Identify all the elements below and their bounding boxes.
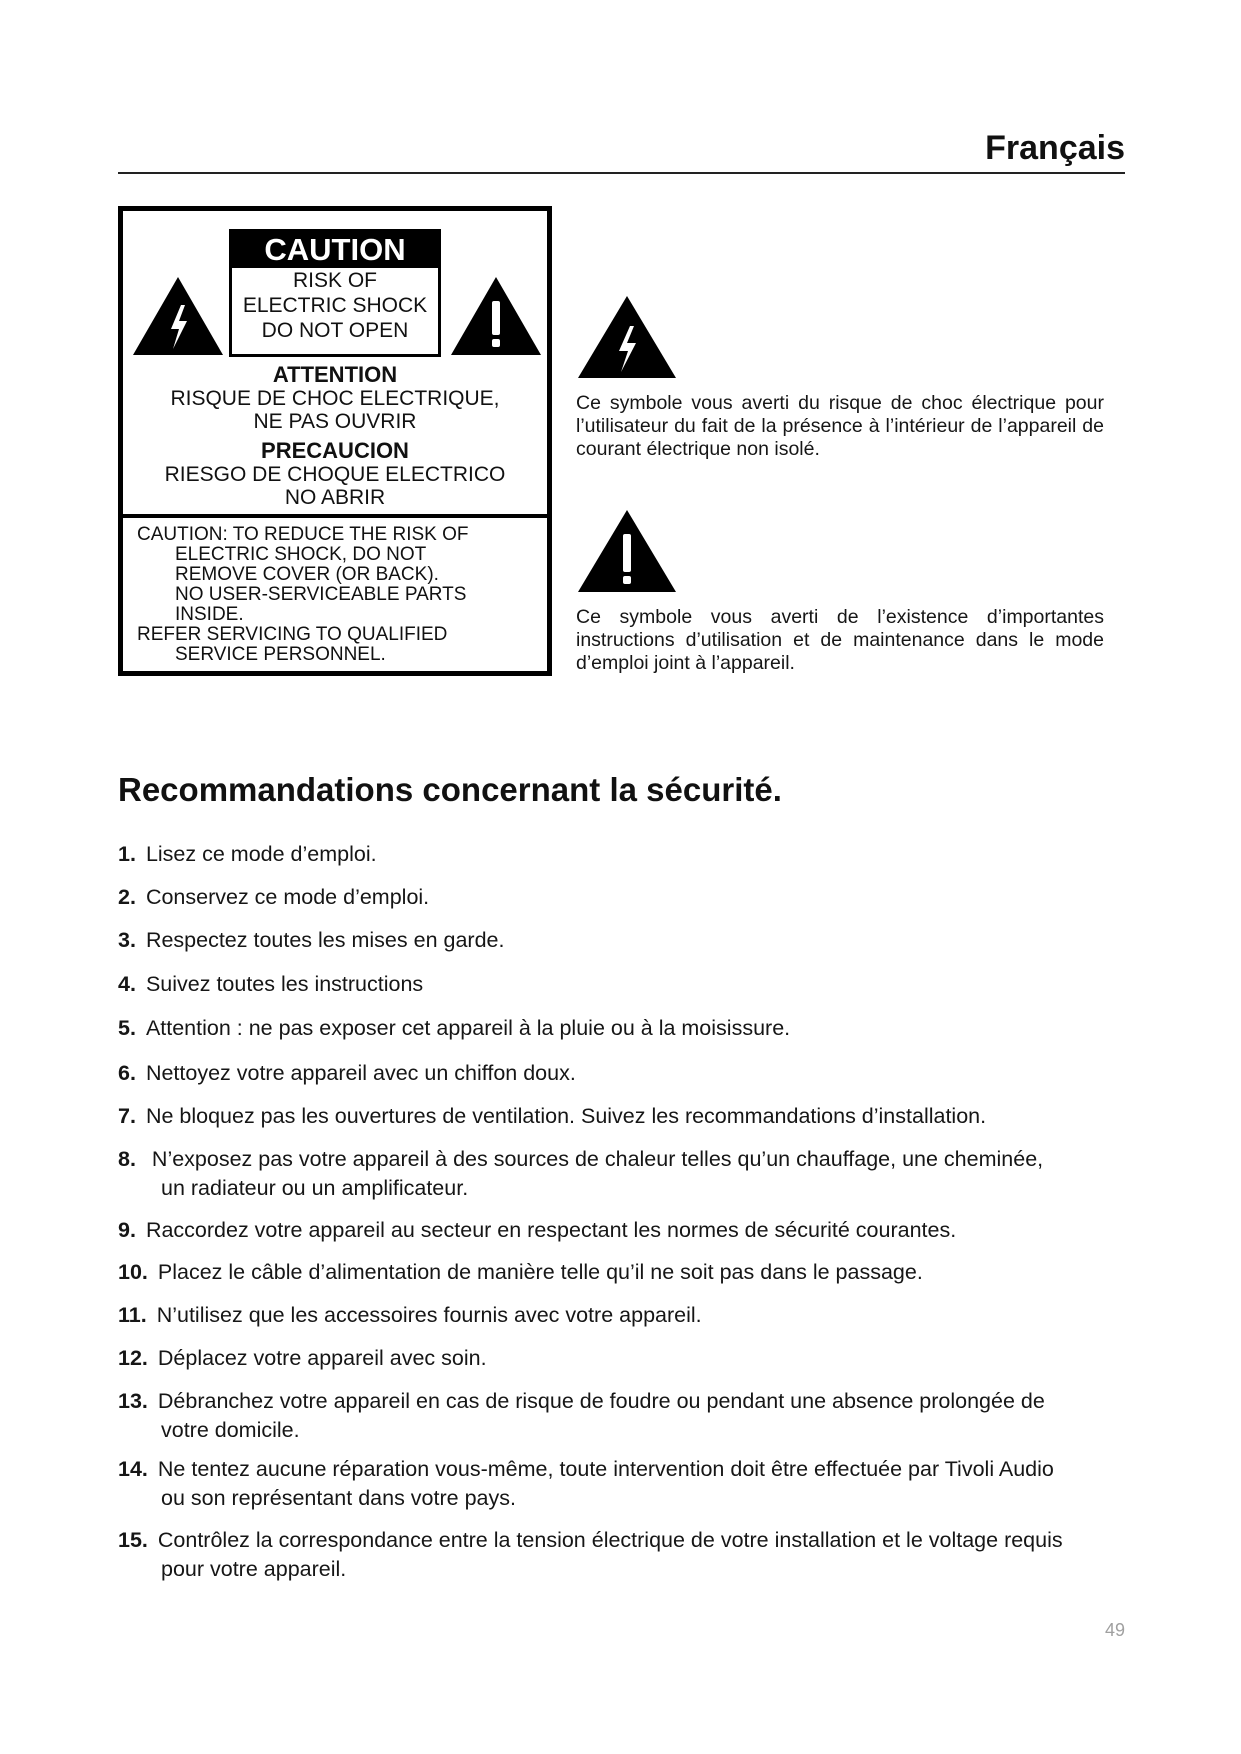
item-text: Raccordez votre appareil au secteur en respectant les normes de sécurité courantes. bbox=[145, 1218, 957, 1242]
item-text: Ne bloquez pas les ouvertures de ventilation. Suivez les recommandations d’installation. bbox=[145, 1104, 987, 1128]
caution-box-line: ELECTRIC SHOCK bbox=[242, 294, 428, 317]
item-text: N’utilisez que les accessoires fournis avec votre appareil. bbox=[156, 1303, 702, 1327]
exclamation-warning-icon bbox=[449, 275, 543, 357]
item-number: 7. bbox=[118, 1104, 136, 1128]
list-item bbox=[118, 1387, 1128, 1445]
item-number: 10. bbox=[118, 1260, 148, 1284]
page-header bbox=[118, 128, 1125, 174]
item-number: 12. bbox=[118, 1346, 148, 1370]
lightning-symbol-text: Ce symbole vous averti du risque de choc électrique pour l’utilisateur du fait de la présence à l’intérieur de l’appareil de courant électrique non isolé. bbox=[576, 392, 1104, 460]
list-item bbox=[118, 1145, 1128, 1203]
caution-warning-line: ELECTRIC SHOCK, DO NOT bbox=[175, 544, 427, 565]
safety-section-title: Recommandations concernant la sécurité. bbox=[118, 771, 782, 808]
item-number: 9. bbox=[118, 1218, 136, 1242]
item-text: Placez le câble d’alimentation de manière telle qu’il ne soit pas dans le passage. bbox=[157, 1260, 923, 1284]
item-text: Lisez ce mode d’emploi. bbox=[145, 842, 377, 866]
item-text: Nettoyez votre appareil avec un chiffon doux. bbox=[145, 1061, 576, 1085]
list-item bbox=[118, 970, 1128, 999]
item-text: Ne tentez aucune réparation vous-même, toute intervention doit être effectuée par Tivoli Audio bbox=[157, 1457, 1054, 1481]
precaucion-heading: PRECAUCION bbox=[261, 438, 409, 463]
item-text: Débranchez votre appareil en cas de risque de foudre ou pendant une absence prolongée de bbox=[157, 1389, 1045, 1413]
attention-heading: ATTENTION bbox=[272, 362, 398, 387]
item-text: Conservez ce mode d’emploi. bbox=[145, 885, 430, 909]
list-item bbox=[118, 1216, 1128, 1245]
precaucion-block bbox=[123, 439, 547, 509]
item-number: 8. bbox=[118, 1147, 136, 1171]
caution-label-panel bbox=[118, 206, 552, 676]
item-text: Attention : ne pas exposer cet appareil à la pluie ou à la moisissure. bbox=[145, 1016, 791, 1040]
exclamation-symbol-text: Ce symbole vous averti de l’existence d’importantes instructions d’utilisation et de maintenance dans le mode d’emploi joint à l’appareil. bbox=[576, 606, 1104, 674]
exclamation-symbol-explanation bbox=[576, 508, 1104, 675]
exclamation-symbol-icon bbox=[576, 508, 678, 594]
item-text: Suivez toutes les instructions bbox=[145, 972, 424, 996]
lightning-symbol-icon bbox=[576, 294, 678, 380]
item-number: 2. bbox=[118, 885, 136, 909]
lightning-warning-icon bbox=[131, 275, 225, 357]
item-continuation: un radiateur ou un amplificateur. bbox=[161, 1176, 469, 1200]
item-text: Respectez toutes les mises en garde. bbox=[145, 928, 505, 952]
attention-line: RISQUE DE CHOC ELECTRIQUE, bbox=[170, 387, 500, 410]
list-item bbox=[118, 840, 1128, 869]
list-item bbox=[118, 1344, 1128, 1373]
item-number: 11. bbox=[118, 1303, 147, 1327]
caution-warning-line: REFER SERVICING TO QUALIFIED bbox=[137, 624, 448, 645]
caution-box-line: DO NOT OPEN bbox=[261, 319, 409, 342]
caution-warning-line: SERVICE PERSONNEL. bbox=[175, 644, 386, 665]
item-text: Contrôlez la correspondance entre la tension électrique de votre installation et le voltage requis bbox=[157, 1528, 1063, 1552]
item-number: 13. bbox=[118, 1389, 148, 1413]
caution-box bbox=[229, 229, 441, 357]
item-continuation: pour votre appareil. bbox=[161, 1557, 347, 1581]
caution-box-line: RISK OF bbox=[292, 269, 377, 292]
list-item bbox=[118, 1301, 1128, 1330]
item-number: 1. bbox=[118, 842, 136, 866]
lightning-symbol-explanation bbox=[576, 294, 1104, 461]
list-item bbox=[118, 1102, 1128, 1131]
caution-warning-line: REMOVE COVER (OR BACK). bbox=[175, 564, 439, 585]
list-item bbox=[118, 1258, 1128, 1287]
caution-box-title: CAUTION bbox=[232, 232, 438, 268]
page-number: 49 bbox=[1104, 1620, 1125, 1640]
language-title: Français bbox=[985, 129, 1125, 167]
caution-warning-line: NO USER-SERVICEABLE PARTS bbox=[175, 584, 467, 605]
list-item bbox=[118, 926, 1128, 955]
caution-warning-text bbox=[137, 525, 537, 665]
item-number: 14. bbox=[118, 1457, 148, 1481]
list-item bbox=[118, 1526, 1128, 1584]
caution-warning-line: INSIDE. bbox=[175, 604, 244, 625]
item-number: 5. bbox=[118, 1016, 136, 1040]
attention-block bbox=[123, 363, 547, 433]
precaucion-line: NO ABRIR bbox=[284, 486, 386, 509]
item-number: 4. bbox=[118, 972, 136, 996]
list-item bbox=[118, 1059, 1128, 1088]
item-text: N’exposez pas votre appareil à des sources de chaleur telles qu’un chauffage, une cheminée, bbox=[145, 1147, 1044, 1171]
item-continuation: ou son représentant dans votre pays. bbox=[161, 1486, 516, 1510]
attention-line: NE PAS OUVRIR bbox=[253, 410, 417, 433]
item-number: 6. bbox=[118, 1061, 136, 1085]
item-continuation: votre domicile. bbox=[161, 1418, 300, 1442]
item-number: 15. bbox=[118, 1528, 148, 1552]
list-item bbox=[118, 1014, 1128, 1043]
list-item bbox=[118, 883, 1128, 912]
list-item bbox=[118, 1455, 1128, 1513]
caution-warning-line: CAUTION: TO REDUCE THE RISK OF bbox=[137, 524, 469, 545]
precaucion-line: RIESGO DE CHOQUE ELECTRICO bbox=[164, 463, 506, 486]
item-number: 3. bbox=[118, 928, 136, 952]
caution-label-top bbox=[123, 211, 547, 518]
item-text: Déplacez votre appareil avec soin. bbox=[157, 1346, 487, 1370]
